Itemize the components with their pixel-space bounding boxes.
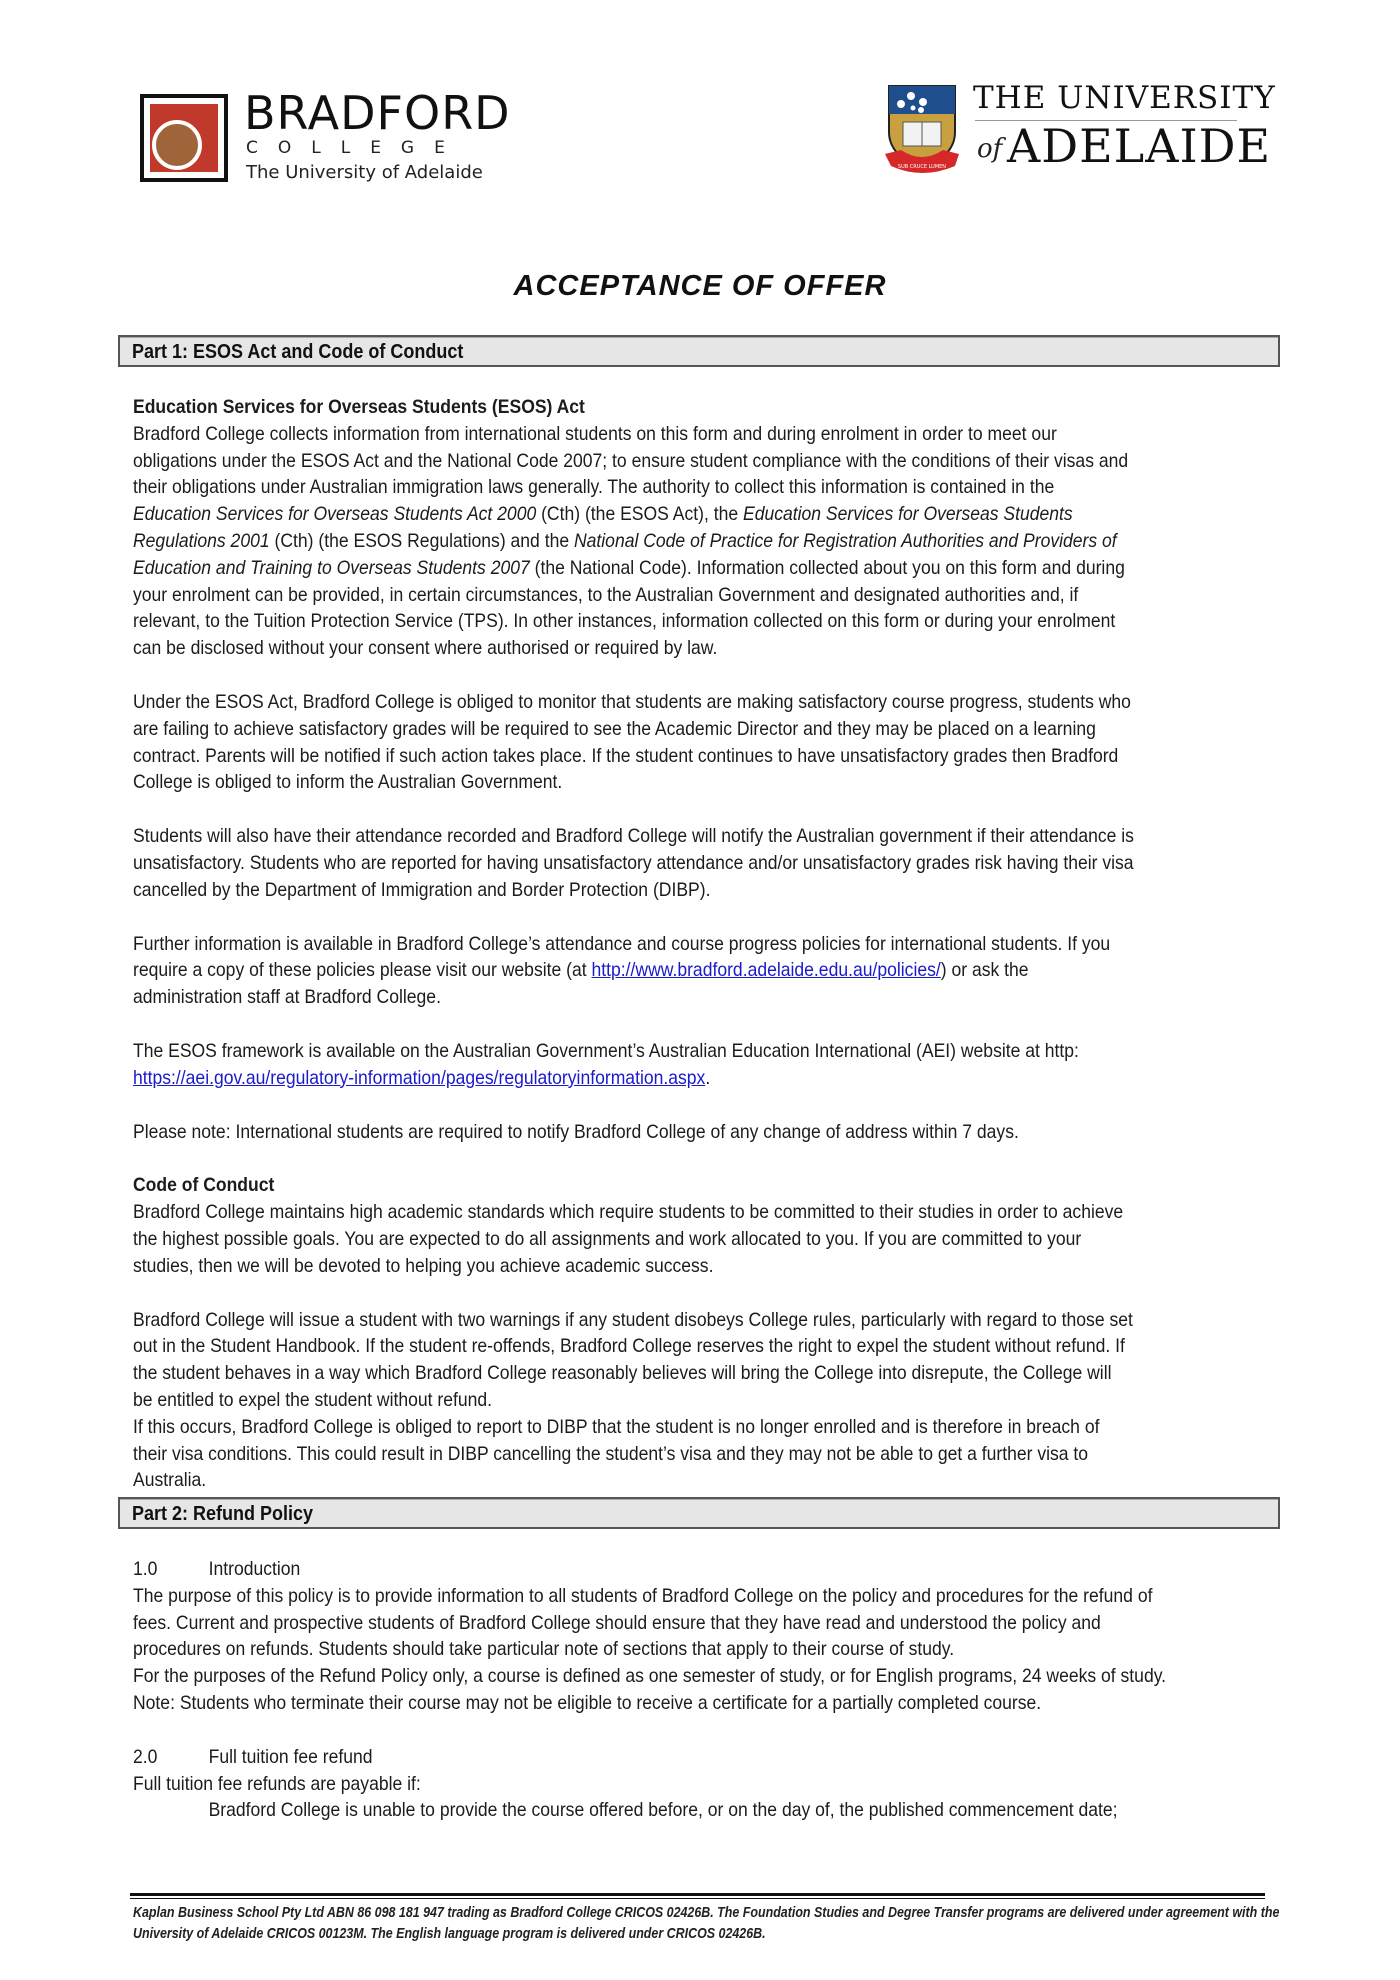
refund-intro-paragraph-1: The purpose of this policy is to provide information to all students of Bradford College on the policy and procedures for the refund of fees. Current and prospective students of Bradford College should ensure that they have read and understood the policy and procedures on refunds. Students should take particular note of sections that apply to their course of study. xyxy=(133,1584,1153,1661)
part2-body xyxy=(133,1556,1303,1824)
bradford-logo-name: BRADFORD xyxy=(244,86,511,140)
adelaide-logo-line1: THE UNIVERSITY xyxy=(973,80,1276,116)
bradford-logo-affiliation: The University of Adelaide xyxy=(246,162,483,183)
part1-heading-bar xyxy=(118,335,1280,367)
bradford-logo-mark xyxy=(140,94,228,182)
part1-body xyxy=(133,394,1303,1494)
adelaide-logo-line2: ADELAIDE xyxy=(1007,119,1272,173)
document-title: ACCEPTANCE OF OFFER xyxy=(513,270,887,302)
bradford-logo-sub: COLLEGE xyxy=(246,138,465,158)
esos-paragraph-1: Bradford College collects information from international students on this form and during enrolment in order to meet our obligations under the ESOS Act and the National Code 2007; to ensure student compliance with the conditions of their visas and their obligations under Australian immigration laws generally. The authority to collect this information is contained in the Education Services for Overseas Students Act 2000 (Cth) (the ESOS Act), the Education Services for Overseas Students Regulations 2001 (Cth) (the ESOS Regulations) and the National Code of Practice for Registration Authorities and Providers of Education and Training to Overseas Students 2007 (the National Code). Information collected about you on this form and during your enrolment can be provided, in certain circumstances, to the Australian Government and designated authorities and, if relevant, to the Tuition Protection Service (TPS). In other instances, information collected on this form or during your enrolment can be disclosed without your consent where authorised or required by law. xyxy=(133,422,1129,660)
section-1-heading: 1.0 Introduction xyxy=(133,1558,301,1580)
university-of-adelaide-logo xyxy=(885,80,1276,195)
part2-heading-bar xyxy=(118,1497,1280,1529)
esos-paragraph-5: The ESOS framework is available on the Australian Government’s Australian Education International (AEI) website at http: https://aei.gov.au/regulatory-information/pages/regulatoryinformation.aspx. xyxy=(133,1039,1079,1089)
esos-paragraph-2: Under the ESOS Act, Bradford College is obliged to monitor that students are making satisfactory course progress, students who are failing to achieve satisfactory grades will be required to see the Academic Director and they may be placed on a learning contract. Parents will be notified if such action takes place. If the student continues to have unsatisfactory grades then Bradford College is obliged to inform the Australian Government. xyxy=(133,690,1131,794)
esos-heading: Education Services for Overseas Students (ESOS) Act xyxy=(133,396,585,418)
footer-legal-text: Kaplan Business School Pty Ltd ABN 86 098 181 947 trading as Bradford College CRICOS 02426B. The Foundation Studies and Degree Transfer programs are delivered under agreement with the University of Adelaide CRICOS 00123M. The English language program is delivered under CRICOS 02426B. xyxy=(133,1904,1280,1942)
adelaide-logo-of: of xyxy=(977,134,1003,164)
section-2-heading: 2.0 Full tuition fee refund xyxy=(133,1745,373,1768)
policies-link[interactable]: http://www.bradford.adelaide.edu.au/policies/ xyxy=(591,959,941,982)
conduct-paragraph-1: Bradford College maintains high academic standards which require students to be committed to their studies in order to achieve the highest possible goals. You are expected to do all assignments and work allocated to you. If you are committed to your studies, then we will be devoted to helping you achieve academic success. xyxy=(133,1201,1124,1277)
adelaide-crest-motto: SUB CRUCE LUMEN xyxy=(897,164,947,170)
esos-paragraph-3: Students will also have their attendance recorded and Bradford College will notify the Australian government if their attendance is unsatisfactory. Students who are reported for having unsatisfactory attendance and/or unsatisfactory grades risk having their visa cancelled by the Department of Immigration and Border Protection (DIBP). xyxy=(133,825,1134,901)
refund-intro-paragraph-2: For the purposes of the Refund Policy only, a course is defined as one semester of study, or for English programs, 24 weeks of study. xyxy=(133,1665,1167,1688)
adelaide-crest-icon xyxy=(885,84,963,176)
bradford-college-logo xyxy=(140,86,511,192)
part1-heading: Part 1: ESOS Act and Code of Conduct xyxy=(132,341,464,363)
code-of-conduct-heading: Code of Conduct xyxy=(133,1174,275,1197)
full-refund-condition-1: Bradford College is unable to provide the course offered before, or on the day of, the published commencement date; xyxy=(208,1799,1118,1822)
full-refund-intro: Full tuition fee refunds are payable if: xyxy=(133,1772,421,1795)
conduct-paragraph-3: If this occurs, Bradford College is obliged to report to DIBP that the student is no longer enrolled and is therefore in breach of their visa conditions. This could result in DIBP cancelling the student’s visa and they may not be able to get a further visa to Australia. xyxy=(133,1415,1100,1492)
refund-intro-note: Note: Students who terminate their course may not be eligible to receive a certificate for a partially completed course. xyxy=(133,1691,1042,1714)
footer-divider xyxy=(130,1893,1265,1899)
esos-paragraph-6: Please note: International students are required to notify Bradford College of any change of address within 7 days. xyxy=(133,1120,1019,1143)
conduct-paragraph-2: Bradford College will issue a student with two warnings if any student disobeys College rules, particularly with regard to those set out in the Student Handbook. If the student re-offends, Bradford College reserves the right to expel the student without refund. If the student behaves in a way which Bradford College reasonably believes will bring the College into disrepute, the College will be entitled to expel the student without refund. xyxy=(133,1308,1133,1411)
esos-paragraph-4: Further information is available in Bradford College’s attendance and course progress policies for international students. If you require a copy of these policies please visit our website (at http://www.bradford.adelaide.edu.au/policies/) or ask the administration staff at Bradford College. xyxy=(133,932,1111,1009)
part2-heading: Part 2: Refund Policy xyxy=(132,1503,314,1525)
aei-regulatory-link[interactable]: https://aei.gov.au/regulatory-information/pages/regulatoryinformation.aspx xyxy=(133,1066,706,1089)
